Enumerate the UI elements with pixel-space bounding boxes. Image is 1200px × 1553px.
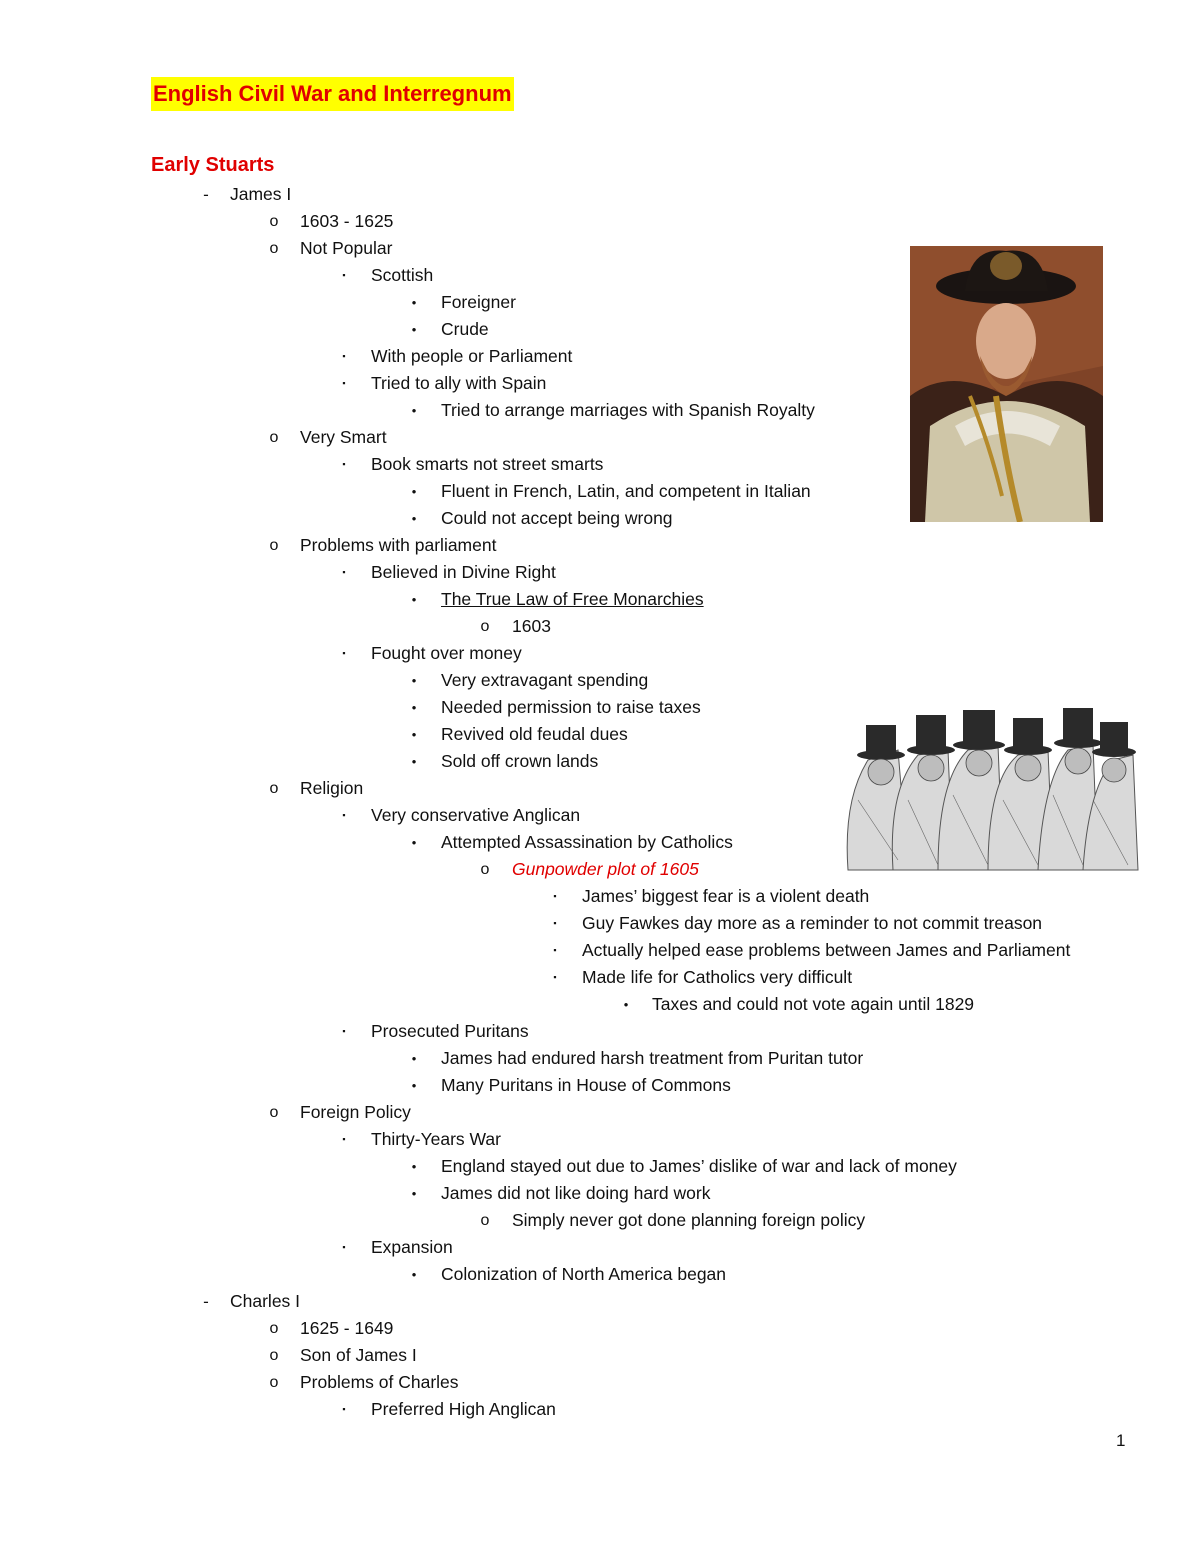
square-bullet-icon: ▪ [342, 1404, 346, 1414]
list-item-text: Fluent in French, Latin, and competent in Italian [441, 481, 811, 501]
gunpowder-plot-engraving [838, 680, 1143, 875]
list-item-text: James’ biggest fear is a violent death [582, 886, 870, 906]
list-item-text: Could not accept being wrong [441, 508, 673, 528]
list-item-text: The True Law of Free Monarchies [441, 589, 704, 609]
square-bullet-icon: ▪ [553, 945, 557, 955]
list-item-text: Thirty-Years War [371, 1129, 501, 1149]
list-item [0, 1099, 1200, 1126]
square-bullet-icon: ▪ [553, 918, 557, 928]
dot-bullet-icon: • [411, 403, 417, 418]
list-item-text: Charles I [230, 1291, 301, 1311]
list-item [0, 586, 1200, 613]
dot-bullet-icon: • [411, 673, 417, 688]
list-item [0, 991, 1200, 1018]
list-item [0, 181, 1200, 208]
list-item [0, 1261, 1200, 1288]
square-bullet-icon: ▪ [342, 1134, 346, 1144]
list-item [0, 640, 1200, 667]
list-item [0, 1342, 1200, 1369]
dash-marker: - [203, 185, 209, 204]
circle-marker: o [269, 429, 279, 446]
list-item-text: Very conservative Anglican [371, 805, 581, 825]
list-item [0, 1207, 1200, 1234]
list-item [0, 208, 1200, 235]
dot-bullet-icon: • [623, 997, 629, 1012]
list-item [0, 532, 1200, 559]
list-item [0, 1288, 1200, 1315]
square-bullet-icon: ▪ [553, 891, 557, 901]
dash-marker: - [203, 1292, 209, 1311]
dot-bullet-icon: • [411, 295, 417, 310]
list-item-text: Attempted Assassination by Catholics [441, 832, 733, 852]
list-item-text: James did not like doing hard work [441, 1183, 711, 1203]
list-item [0, 559, 1200, 586]
square-bullet-icon: ▪ [342, 1242, 346, 1252]
circle-marker: o [269, 240, 279, 257]
list-item-text: Preferred High Anglican [371, 1399, 556, 1419]
dot-bullet-icon: • [411, 592, 417, 607]
list-item-text: Son of James I [300, 1345, 417, 1365]
list-item-text: 1603 - 1625 [300, 211, 394, 231]
square-bullet-icon: ▪ [342, 351, 346, 361]
list-item-text: Gunpowder plot of 1605 [512, 859, 699, 879]
dot-bullet-icon: • [411, 1159, 417, 1174]
dot-bullet-icon: • [411, 1186, 417, 1201]
list-item-text: Tried to arrange marriages with Spanish Royalty [441, 400, 815, 420]
circle-marker: o [269, 1104, 279, 1121]
square-bullet-icon: ▪ [342, 459, 346, 469]
list-item-text: Religion [300, 778, 364, 798]
list-item-text: James had endured harsh treatment from Puritan tutor [441, 1048, 864, 1068]
list-item-text: Many Puritans in House of Commons [441, 1075, 731, 1095]
list-item [0, 1072, 1200, 1099]
list-item-text: England stayed out due to James’ dislike of war and lack of money [441, 1156, 957, 1176]
list-item-text: Crude [441, 319, 489, 339]
circle-marker: o [480, 618, 490, 635]
circle-marker: o [480, 861, 490, 878]
dot-bullet-icon: • [411, 727, 417, 742]
section-heading: Early Stuarts [151, 154, 275, 176]
page-number: 1 [1116, 1431, 1126, 1450]
list-item-text: Made life for Catholics very difficult [582, 967, 853, 987]
list-item-text: Believed in Divine Right [371, 562, 556, 582]
square-bullet-icon: ▪ [342, 567, 346, 577]
list-item [0, 1153, 1200, 1180]
list-item-text: Revived old feudal dues [441, 724, 628, 744]
dot-bullet-icon: • [411, 835, 417, 850]
dot-bullet-icon: • [411, 1051, 417, 1066]
circle-marker: o [269, 213, 279, 230]
dot-bullet-icon: • [411, 484, 417, 499]
dot-bullet-icon: • [411, 511, 417, 526]
list-item-text: Not Popular [300, 238, 393, 258]
list-item [0, 1180, 1200, 1207]
dot-bullet-icon: • [411, 754, 417, 769]
list-item-text: Tried to ally with Spain [371, 373, 547, 393]
list-item-text: Foreigner [441, 292, 516, 312]
square-bullet-icon: ▪ [342, 648, 346, 658]
list-item [0, 613, 1200, 640]
square-bullet-icon: ▪ [553, 972, 557, 982]
list-item-text: 1603 [512, 616, 551, 636]
list-item-text: 1625 - 1649 [300, 1318, 394, 1338]
list-item-text: Sold off crown lands [441, 751, 599, 771]
list-item-text: James I [230, 184, 292, 204]
list-item-text: Expansion [371, 1237, 453, 1257]
circle-marker: o [269, 537, 279, 554]
list-item [0, 883, 1200, 910]
list-item [0, 964, 1200, 991]
circle-marker: o [269, 780, 279, 797]
list-item-text: Very extravagant spending [441, 670, 649, 690]
list-item-text: Needed permission to raise taxes [441, 697, 701, 717]
list-item [0, 1369, 1200, 1396]
list-item [0, 1234, 1200, 1261]
list-item [0, 910, 1200, 937]
circle-marker: o [269, 1320, 279, 1337]
list-item-text: Simply never got done planning foreign policy [512, 1210, 866, 1230]
dot-bullet-icon: • [411, 322, 417, 337]
circle-marker: o [269, 1374, 279, 1391]
list-item-text: Guy Fawkes day more as a reminder to not commit treason [582, 913, 1043, 933]
square-bullet-icon: ▪ [342, 810, 346, 820]
square-bullet-icon: ▪ [342, 378, 346, 388]
list-item-text: Fought over money [371, 643, 522, 663]
circle-marker: o [480, 1212, 490, 1229]
list-item-text: Foreign Policy [300, 1102, 411, 1122]
list-item-text: Problems with parliament [300, 535, 497, 555]
list-item-text: Problems of Charles [300, 1372, 459, 1392]
list-item-text: Book smarts not street smarts [371, 454, 604, 474]
list-item-text: Scottish [371, 265, 434, 285]
list-item [0, 1315, 1200, 1342]
dot-bullet-icon: • [411, 1267, 417, 1282]
dot-bullet-icon: • [411, 1078, 417, 1093]
square-bullet-icon: ▪ [342, 1026, 346, 1036]
list-item [0, 1045, 1200, 1072]
document-title: English Civil War and Interregnum [151, 77, 514, 111]
square-bullet-icon: ▪ [342, 270, 346, 280]
portrait-image [910, 246, 1103, 522]
list-item-text: Prosecuted Puritans [371, 1021, 529, 1041]
list-item-text: Taxes and could not vote again until 1829 [652, 994, 975, 1014]
list-item [0, 1018, 1200, 1045]
list-item-text: With people or Parliament [371, 346, 573, 366]
list-item-text: Colonization of North America began [441, 1264, 727, 1284]
dot-bullet-icon: • [411, 700, 417, 715]
list-item [0, 937, 1200, 964]
circle-marker: o [269, 1347, 279, 1364]
list-item-text: Actually helped ease problems between James and Parliament [582, 940, 1071, 960]
list-item-text: Very Smart [300, 427, 387, 447]
list-item [0, 1126, 1200, 1153]
list-item [0, 1396, 1200, 1423]
